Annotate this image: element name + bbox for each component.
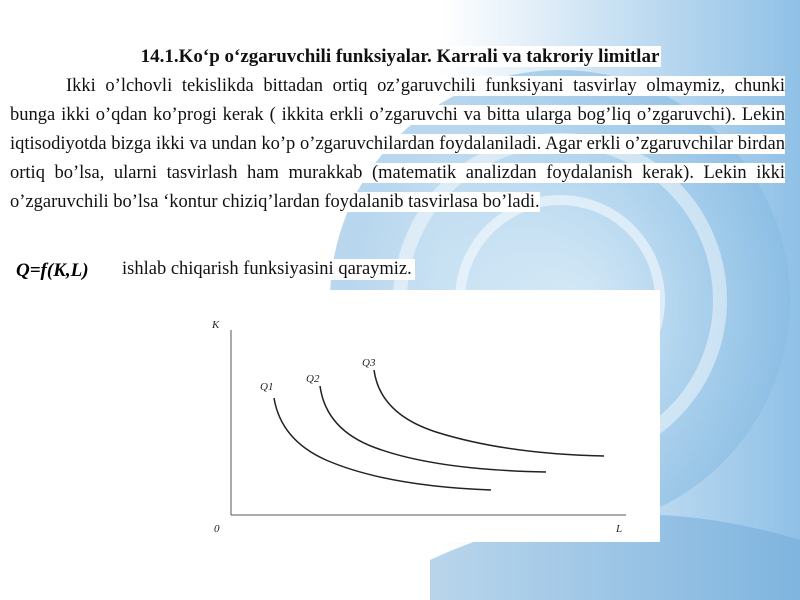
formula-graphic <box>12 257 116 281</box>
formula-expression: Q=f(K,L) <box>16 260 89 281</box>
slide-title <box>0 44 800 70</box>
isoquant-curve-q1 <box>274 398 491 490</box>
y-axis-label: K <box>212 319 220 331</box>
formula-image <box>12 257 116 281</box>
formula-caption: ishlab chiqarish funksiyasini qaraymiz. <box>122 259 415 280</box>
body-paragraph-text: Ikki o’lchovli tekislikda bittadan ortiq oz’garuvchili funksiyani tasvirlay olmaymiz, chunki bunga ikki o’qdan ko’progi kerak ( ikkita erkli o’zgaruvchi va bitta ularga bog’liq o’zgaruvchi). Lekin iqtisodiyotda bizga ikki va undan ko’p o’zgaruvchilardan foydalaniladi. Agar erkli o’zgaruvchilar birdan ortiq bo’lsa, ularni tasvirlash ham murakkab (matematik analizdan foydalanish kerak). Lekin ikki o’zgaruvchili bo’lsa ‘kontur chiziq’lardan foydalanib tasvirlasa bo’ladi. <box>10 76 785 212</box>
isoquant-curve-q2 <box>320 386 546 472</box>
origin-label: 0 <box>214 523 220 535</box>
curve-label-q2: Q2 <box>306 373 320 385</box>
slide-title-text: 14.1.Ko‘p o‘zgaruvchili funksiyalar. Karrali va takroriy limitlar <box>140 46 660 67</box>
body-paragraph <box>10 72 785 217</box>
isoquant-curve-q3 <box>374 370 604 456</box>
curve-label-q3: Q3 <box>362 357 376 369</box>
isoquant-diagram <box>136 290 660 542</box>
formula-line <box>12 256 415 282</box>
isoquant-figure <box>136 290 660 542</box>
curve-label-q1: Q1 <box>260 381 274 393</box>
x-axis-label: L <box>616 523 623 535</box>
